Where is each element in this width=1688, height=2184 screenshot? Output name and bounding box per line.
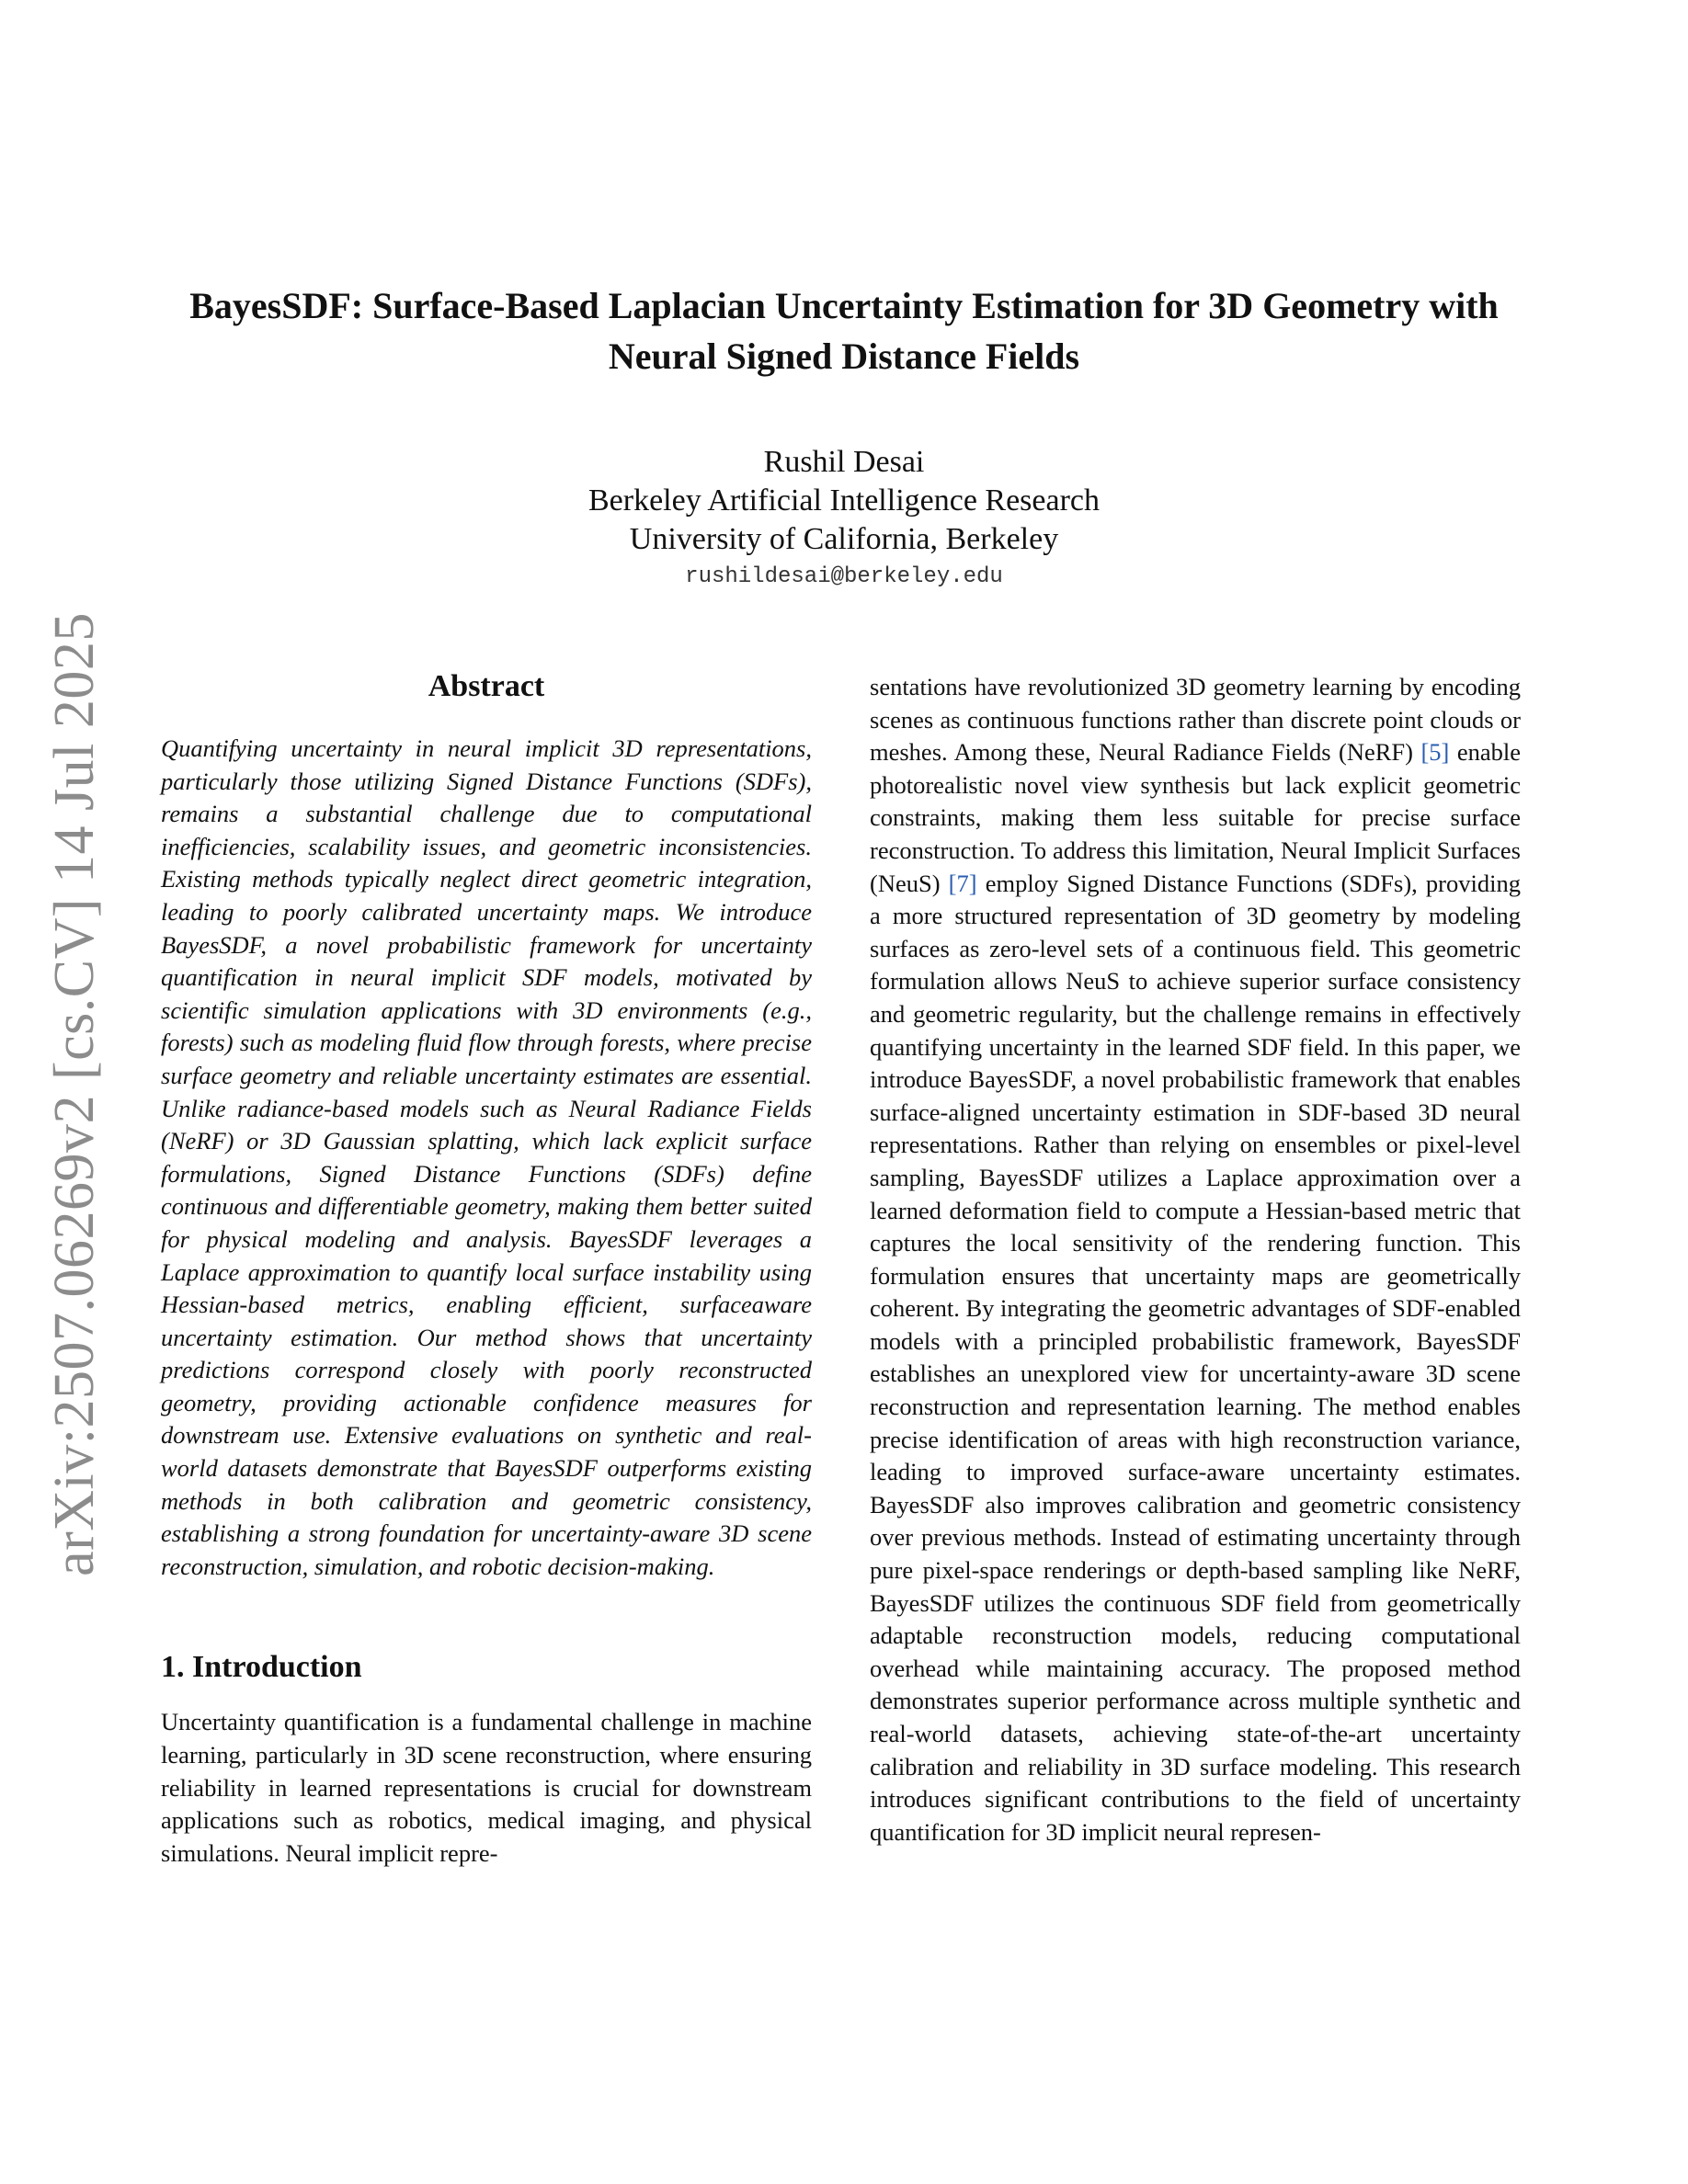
author-email: rushildesai@berkeley.edu	[685, 564, 1003, 589]
right-column	[870, 671, 1521, 1848]
abstract-heading: Abstract	[428, 669, 545, 703]
author-block	[294, 443, 1394, 596]
introduction-paragraph-right	[870, 671, 1521, 1848]
introduction-paragraph-left: Uncertainty quantification is a fundamental challenge in machine learning, particularly in 3D scene reconstruction, where ensuring reliability in learned representations is crucial for downstream applications such as robotics, medical imaging, and physical simulations. Neural implicit repre-	[161, 1708, 812, 1867]
introduction-heading: 1. Introduction	[161, 1650, 362, 1685]
arxiv-identifier: arXiv:2507.06269v2 [cs.CV] 14 Jul 2025	[42, 611, 106, 1576]
abstract-body: Quantifying uncertainty in neural implicit 3D representations, particularly those utilizing Signed Distance Functions (SDFs), remains a substantial challenge due to computational inefficiencies, scalability issues, and geometric inconsistencies. Existing methods typically neglect direct geometric integration, leading to poorly calibrated uncertainty maps. We introduce BayesSDF, a novel probabilistic framework for uncertainty quantification in neural implicit SDF models, motivated by scientific simulation applications with 3D environments (e.g., forests) such as modeling fluid flow through forests, where precise surface geometry and reliable uncertainty estimates are essential. Unlike radiance-based models such as Neural Radiance Fields (NeRF) or 3D Gaussian splatting, which lack explicit surface formulations, Signed Distance Functions (SDFs) define continuous and differentiable geometry, making them better suited for physical modeling and analysis. BayesSDF leverages a Laplace approximation to quantify local surface instability using Hessian-based metrics, enabling efficient, surfaceaware uncertainty estimation. Our method shows that uncertainty predictions correspond closely with poorly reconstructed geometry, providing actionable confidence measures for downstream use. Extensive evaluations on synthetic and real-world datasets demonstrate that BayesSDF outperforms existing methods in both calibration and geometric consistency, establishing a strong foundation for uncertainty-aware 3D scene reconstruction, simulation, and robotic decision-making.	[161, 734, 812, 1580]
arxiv-sidebar	[41, 611, 108, 1576]
intro-text-part-1: sentations have revolutionized 3D geometry learning by encoding scenes as continuous functions rather than discrete point clouds or meshes. Among these, Neural Radiance Fields (NeRF)	[870, 673, 1521, 767]
author-name: Rushil Desai	[763, 445, 925, 479]
paper-title: BayesSDF: Surface-Based Laplacian Uncertainty Estimation for 3D Geometry with Neural Signed Distance Fields	[189, 285, 1499, 377]
intro-text-part-3: employ Signed Distance Functions (SDFs), providing a more structured representation of 3D geometry by modeling surfaces as zero-level sets of a continuous field. This geometric formulation allows NeuS to achieve superior surface consistency and geometric regularity, but the challenge remains in effectively quantifying uncertainty in the learned SDF field. In this paper, we introduce BayesSDF, a novel probabilistic framework that enables surface-aligned uncertainty estimation in SDF-based 3D neural representations. Rather than relying on ensembles or pixel-level sampling, BayesSDF utilizes a Laplace approximation over a learned deformation field to compute a Hessian-based metric that captures the local sensitivity of the rendering function. This formulation ensures that uncertainty maps are geometrically coherent. By integrating the geometric advantages of SDF-enabled models with a principled probabilistic framework, BayesSDF establishes an unexplored view for uncertainty-aware 3D scene reconstruction and representation learning. The method enables precise identification of areas with high reconstruction variance, leading to improved surface-aware uncertainty estimates. BayesSDF also improves calibration and geometric consistency over previous methods. Instead of estimating uncertainty through pure pixel-space renderings or depth-based sampling like NeRF, BayesSDF utilizes the continuous SDF field from geometrically adaptable reconstruction models, reducing computational overhead while maintaining accuracy. The proposed method demonstrates superior performance across multiple synthetic and real-world datasets, achieving state-of-the-art uncertainty calibration and reliability in 3D surface modeling. This research introduces significant contributions to the field of uncertainty quantification for 3D implicit neural represen-	[870, 869, 1521, 1846]
citation-link-nerf[interactable]: [5]	[1420, 738, 1450, 767]
author-affiliation-2: University of California, Berkeley	[629, 522, 1059, 556]
author-affiliation-1: Berkeley Artificial Intelligence Research	[587, 483, 1101, 518]
intro-text-part-2: enable photorealistic novel view synthesis but lack explicit geometric constraints, making them less suitable for precise surface reconstruction. To address this limitation, Neural Implicit Surfaces (NeuS)	[870, 738, 1521, 897]
citation-link-neus[interactable]: [7]	[948, 869, 977, 897]
left-column	[161, 666, 812, 1870]
